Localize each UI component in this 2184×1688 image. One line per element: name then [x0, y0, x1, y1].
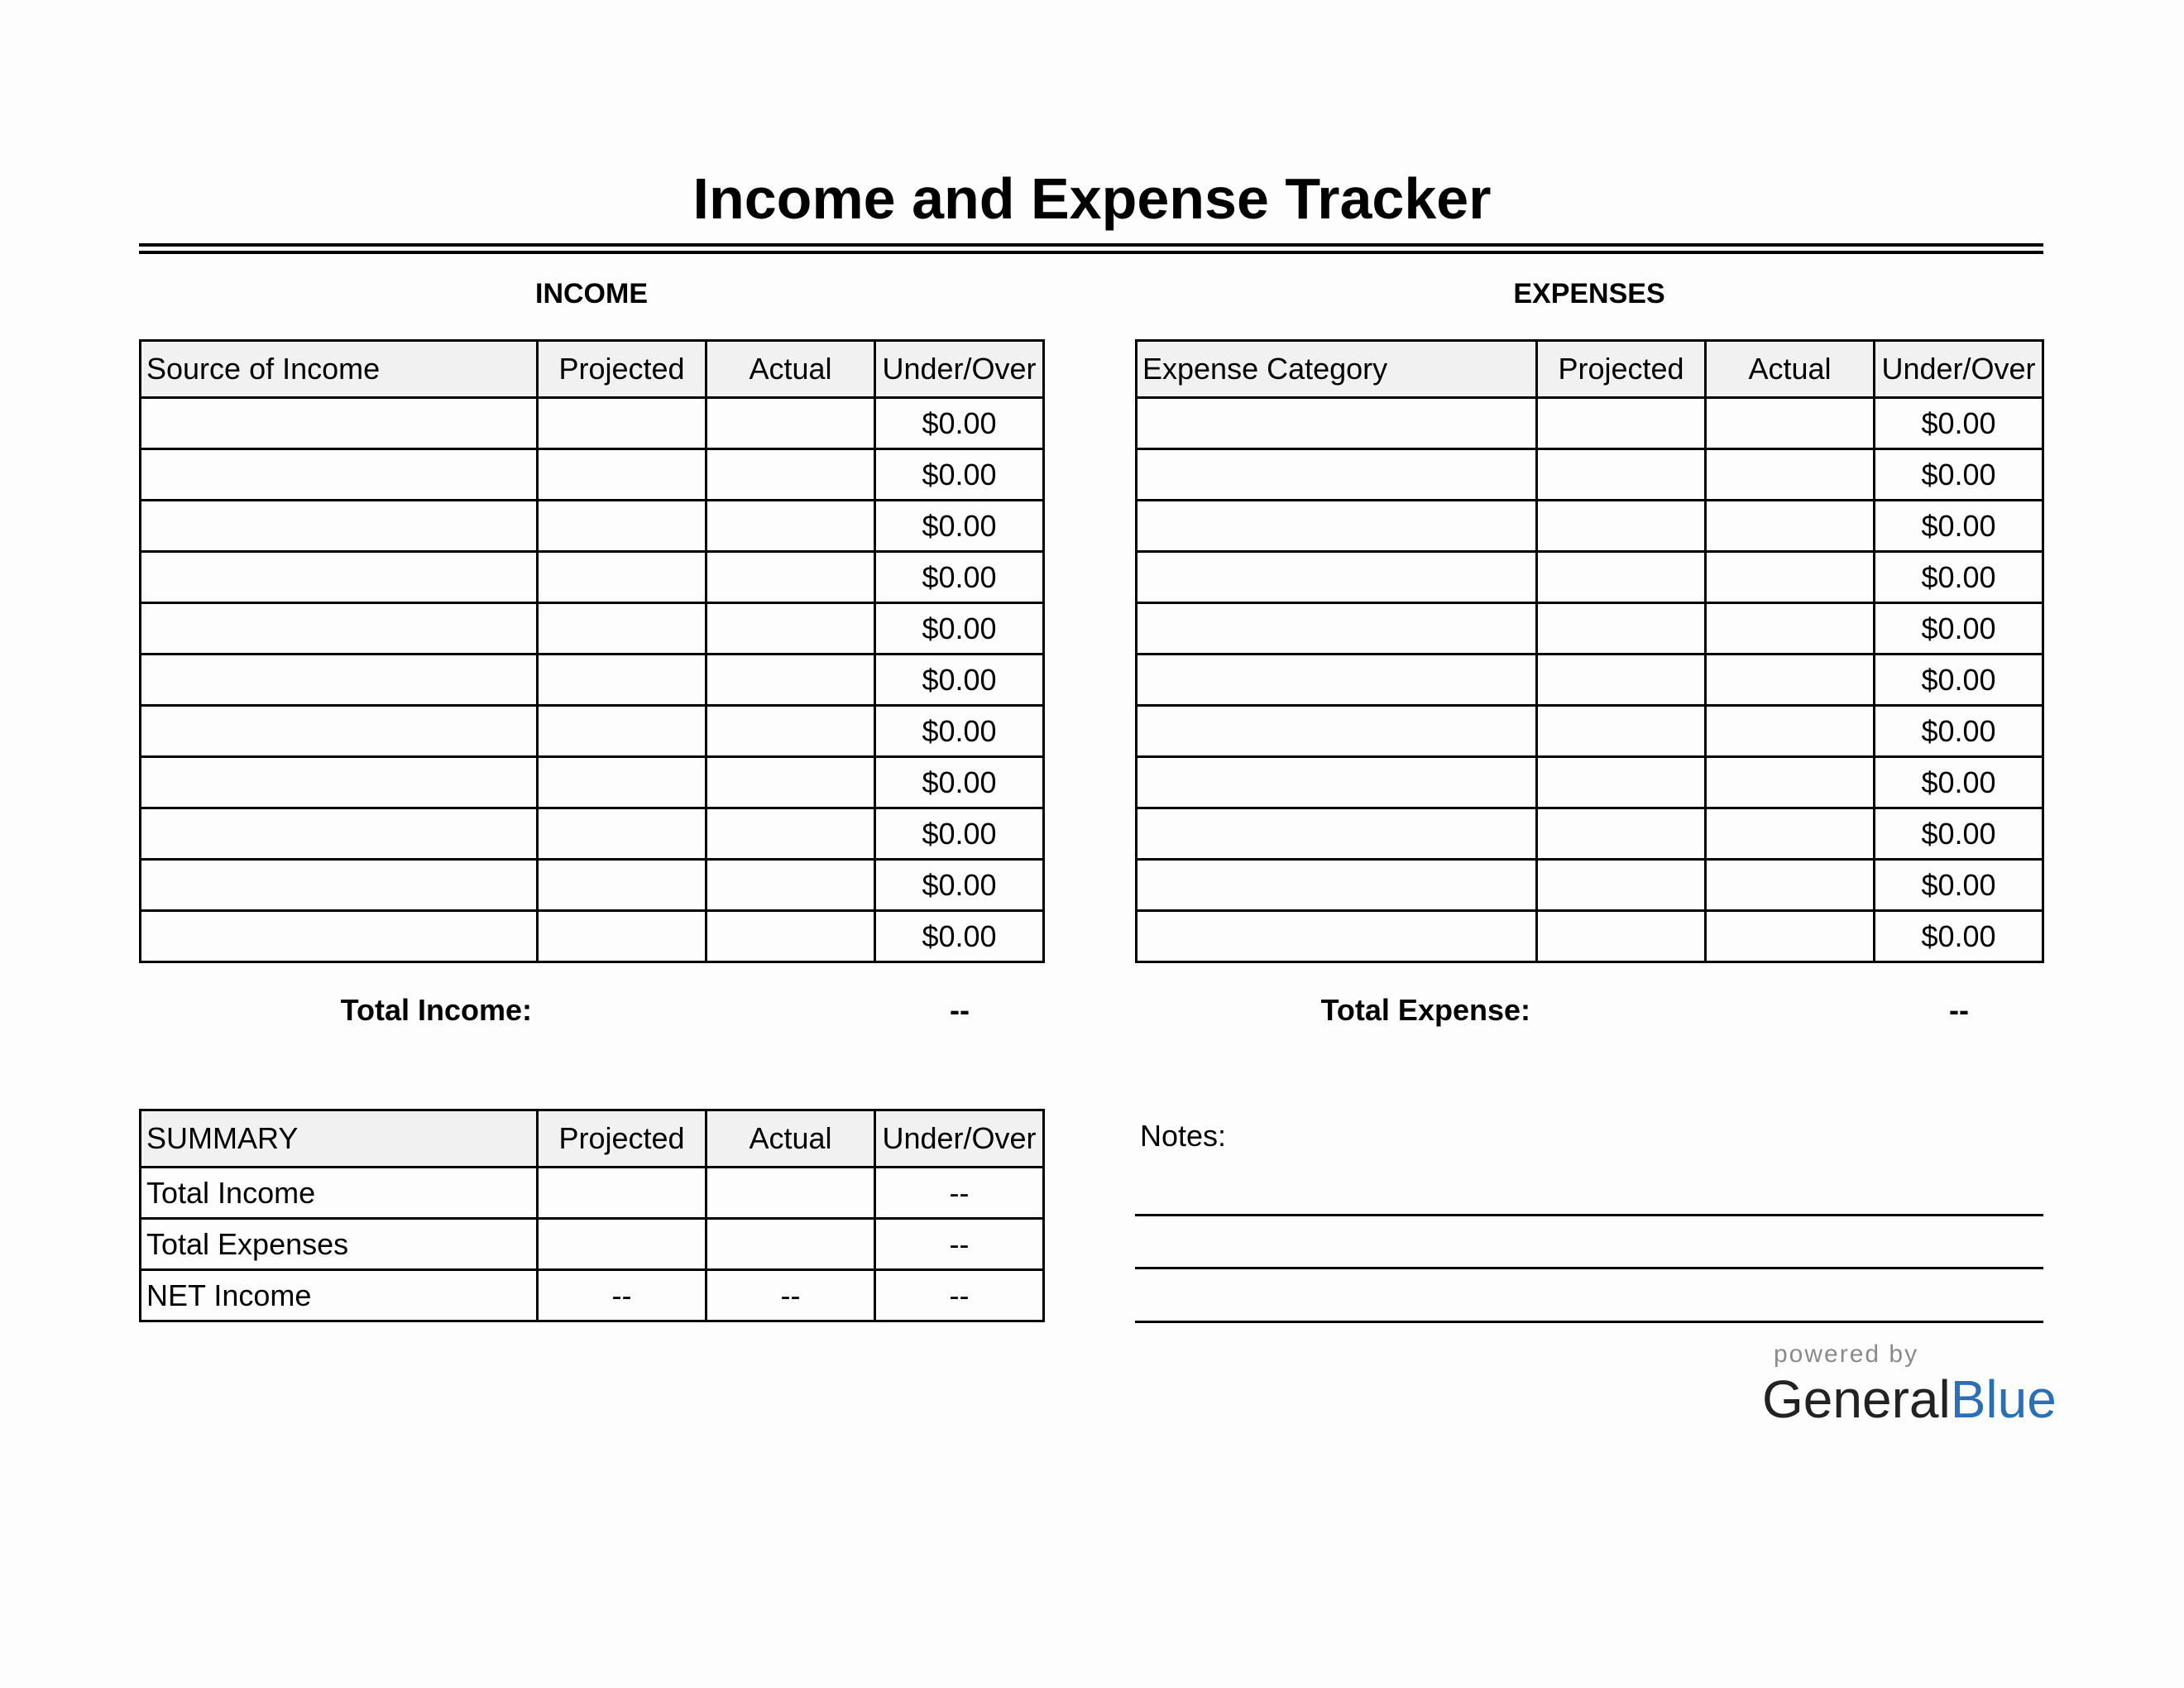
expense-cell[interactable]: $0.00 — [1875, 552, 2043, 603]
expense-cell[interactable] — [1137, 449, 1537, 501]
income-cell[interactable] — [141, 706, 538, 757]
brand-part-blue: Blue — [1950, 1369, 2057, 1429]
income-table — [139, 339, 1045, 963]
expense-row — [1137, 449, 2043, 501]
summary-cell[interactable]: -- — [875, 1270, 1044, 1321]
summary-cell[interactable] — [706, 1219, 875, 1270]
income-heading: INCOME — [535, 278, 648, 309]
expense-cell[interactable] — [1706, 655, 1875, 706]
income-cell[interactable] — [706, 603, 875, 655]
notes-line[interactable] — [1135, 1321, 2043, 1323]
income-col-source: Source of Income — [141, 341, 538, 398]
expense-row — [1137, 603, 2043, 655]
income-cell[interactable]: $0.00 — [875, 398, 1044, 449]
income-cell[interactable] — [706, 501, 875, 552]
income-cell[interactable] — [706, 655, 875, 706]
income-row — [141, 808, 1044, 860]
expenses-heading: EXPENSES — [1513, 278, 1665, 309]
expense-cell[interactable] — [1537, 706, 1706, 757]
income-cell[interactable] — [141, 860, 538, 911]
expense-row — [1137, 860, 2043, 911]
income-row — [141, 552, 1044, 603]
title-rule-top — [139, 243, 2043, 247]
income-header-row — [141, 341, 1044, 398]
income-row — [141, 655, 1044, 706]
total-income-label: Total Income: — [340, 993, 532, 1027]
income-cell[interactable] — [538, 398, 706, 449]
income-cell[interactable] — [141, 655, 538, 706]
income-cell[interactable] — [538, 911, 706, 962]
income-cell[interactable]: $0.00 — [875, 757, 1044, 808]
expense-cell[interactable] — [1137, 757, 1537, 808]
expense-cell[interactable]: $0.00 — [1875, 706, 2043, 757]
income-cell[interactable] — [538, 501, 706, 552]
expense-cell[interactable] — [1706, 449, 1875, 501]
income-cell[interactable] — [706, 706, 875, 757]
generalblue-logo — [1762, 1369, 2057, 1430]
expense-cell[interactable] — [1537, 603, 1706, 655]
income-row — [141, 603, 1044, 655]
income-cell[interactable] — [141, 603, 538, 655]
notes-line[interactable] — [1135, 1267, 2043, 1269]
notes-line[interactable] — [1135, 1214, 2043, 1216]
expense-cell[interactable] — [1706, 808, 1875, 860]
total-expense-label: Total Expense: — [1320, 993, 1530, 1027]
expense-cell[interactable]: $0.00 — [1875, 655, 2043, 706]
summary-cell[interactable]: -- — [875, 1219, 1044, 1270]
expense-cell[interactable] — [1706, 501, 1875, 552]
income-col-under-over: Under/Over — [875, 341, 1044, 398]
expense-row — [1137, 552, 2043, 603]
summary-row — [141, 1168, 1044, 1219]
income-cell[interactable] — [141, 911, 538, 962]
income-col-actual: Actual — [706, 341, 875, 398]
summary-cell[interactable] — [706, 1168, 875, 1219]
summary-row — [141, 1219, 1044, 1270]
expense-header-row — [1137, 341, 2043, 398]
income-cell[interactable]: $0.00 — [875, 655, 1044, 706]
expense-cell[interactable] — [1537, 860, 1706, 911]
expense-cell[interactable] — [1706, 603, 1875, 655]
income-row — [141, 860, 1044, 911]
income-cell[interactable]: $0.00 — [875, 911, 1044, 962]
income-cell[interactable] — [141, 398, 538, 449]
income-row — [141, 706, 1044, 757]
expense-cell[interactable]: $0.00 — [1875, 449, 2043, 501]
expense-cell[interactable] — [1137, 655, 1537, 706]
expense-cell[interactable] — [1537, 757, 1706, 808]
income-cell[interactable]: $0.00 — [875, 603, 1044, 655]
income-cell[interactable] — [141, 501, 538, 552]
summary-row — [141, 1270, 1044, 1321]
expense-cell[interactable] — [1137, 808, 1537, 860]
income-cell[interactable] — [538, 552, 706, 603]
expense-cell[interactable] — [1537, 808, 1706, 860]
income-cell[interactable] — [538, 449, 706, 501]
expense-cell[interactable] — [1537, 552, 1706, 603]
income-cell[interactable] — [141, 757, 538, 808]
income-cell[interactable] — [706, 860, 875, 911]
summary-table — [139, 1109, 1045, 1322]
expense-col-category: Expense Category — [1137, 341, 1537, 398]
expense-cell[interactable] — [1537, 911, 1706, 962]
expense-cell[interactable] — [1706, 911, 1875, 962]
expense-row — [1137, 706, 2043, 757]
total-expense-value: -- — [1949, 993, 1969, 1027]
income-row — [141, 757, 1044, 808]
income-cell[interactable] — [538, 706, 706, 757]
summary-cell[interactable]: -- — [706, 1270, 875, 1321]
expense-table — [1135, 339, 2044, 963]
expense-cell[interactable] — [1706, 706, 1875, 757]
income-row — [141, 398, 1044, 449]
expense-cell[interactable] — [1137, 860, 1537, 911]
income-cell[interactable]: $0.00 — [875, 449, 1044, 501]
summary-col-label: SUMMARY — [141, 1110, 538, 1168]
income-cell[interactable] — [538, 603, 706, 655]
summary-cell[interactable]: -- — [875, 1168, 1044, 1219]
expense-cell[interactable] — [1537, 398, 1706, 449]
summary-col-projected: Projected — [538, 1110, 706, 1168]
income-cell[interactable] — [538, 860, 706, 911]
expense-cell[interactable] — [1706, 757, 1875, 808]
summary-header-row — [141, 1110, 1044, 1168]
income-cell[interactable] — [706, 808, 875, 860]
income-cell[interactable]: $0.00 — [875, 860, 1044, 911]
title-rule-bottom — [139, 251, 2043, 254]
notes-label: Notes: — [1140, 1119, 1227, 1153]
expense-cell[interactable] — [1706, 860, 1875, 911]
expense-cell[interactable] — [1137, 911, 1537, 962]
income-cell[interactable]: $0.00 — [875, 501, 1044, 552]
expense-cell[interactable] — [1137, 706, 1537, 757]
expense-cell[interactable] — [1537, 501, 1706, 552]
income-cell[interactable]: $0.00 — [875, 808, 1044, 860]
expense-row — [1137, 911, 2043, 962]
income-cell[interactable] — [141, 808, 538, 860]
total-income-value: -- — [950, 993, 970, 1027]
expense-cell[interactable] — [1137, 501, 1537, 552]
expense-cell[interactable] — [1537, 449, 1706, 501]
expense-cell[interactable]: $0.00 — [1875, 501, 2043, 552]
expense-cell[interactable] — [1137, 552, 1537, 603]
income-col-projected: Projected — [538, 341, 706, 398]
expense-col-projected: Projected — [1537, 341, 1706, 398]
expense-cell[interactable]: $0.00 — [1875, 757, 2043, 808]
expense-cell[interactable]: $0.00 — [1875, 808, 2043, 860]
expense-row — [1137, 757, 2043, 808]
expense-col-under-over: Under/Over — [1875, 341, 2043, 398]
expense-cell[interactable] — [1137, 398, 1537, 449]
expense-row — [1137, 655, 2043, 706]
page-title: Income and Expense Tracker — [692, 166, 1492, 231]
expense-cell[interactable]: $0.00 — [1875, 860, 2043, 911]
brand-part-general: General — [1762, 1369, 1951, 1429]
summary-cell[interactable] — [538, 1219, 706, 1270]
income-cell[interactable] — [141, 449, 538, 501]
income-cell[interactable]: $0.00 — [875, 552, 1044, 603]
expense-cell[interactable]: $0.00 — [1875, 398, 2043, 449]
expense-row — [1137, 501, 2043, 552]
summary-cell[interactable] — [538, 1168, 706, 1219]
income-cell[interactable] — [706, 552, 875, 603]
expense-cell[interactable]: $0.00 — [1875, 603, 2043, 655]
summary-cell[interactable]: NET Income — [141, 1270, 538, 1321]
summary-cell[interactable]: Total Income — [141, 1168, 538, 1219]
income-cell[interactable] — [706, 449, 875, 501]
summary-cell[interactable]: -- — [538, 1270, 706, 1321]
expense-col-actual: Actual — [1706, 341, 1875, 398]
summary-col-actual: Actual — [706, 1110, 875, 1168]
summary-col-under-over: Under/Over — [875, 1110, 1044, 1168]
expense-row — [1137, 398, 2043, 449]
income-row — [141, 911, 1044, 962]
income-cell[interactable] — [706, 757, 875, 808]
expense-row — [1137, 808, 2043, 860]
powered-by-text: powered by — [1774, 1340, 1919, 1368]
income-cell[interactable] — [538, 808, 706, 860]
income-cell[interactable] — [141, 552, 538, 603]
expense-cell[interactable] — [1137, 603, 1537, 655]
summary-cell[interactable]: Total Expenses — [141, 1219, 538, 1270]
expense-cell[interactable] — [1537, 655, 1706, 706]
income-cell[interactable] — [538, 757, 706, 808]
expense-cell[interactable]: $0.00 — [1875, 911, 2043, 962]
income-cell[interactable]: $0.00 — [875, 706, 1044, 757]
expense-cell[interactable] — [1706, 552, 1875, 603]
income-cell[interactable] — [538, 655, 706, 706]
income-cell[interactable] — [706, 911, 875, 962]
income-row — [141, 449, 1044, 501]
expense-cell[interactable] — [1706, 398, 1875, 449]
income-row — [141, 501, 1044, 552]
income-cell[interactable] — [706, 398, 875, 449]
